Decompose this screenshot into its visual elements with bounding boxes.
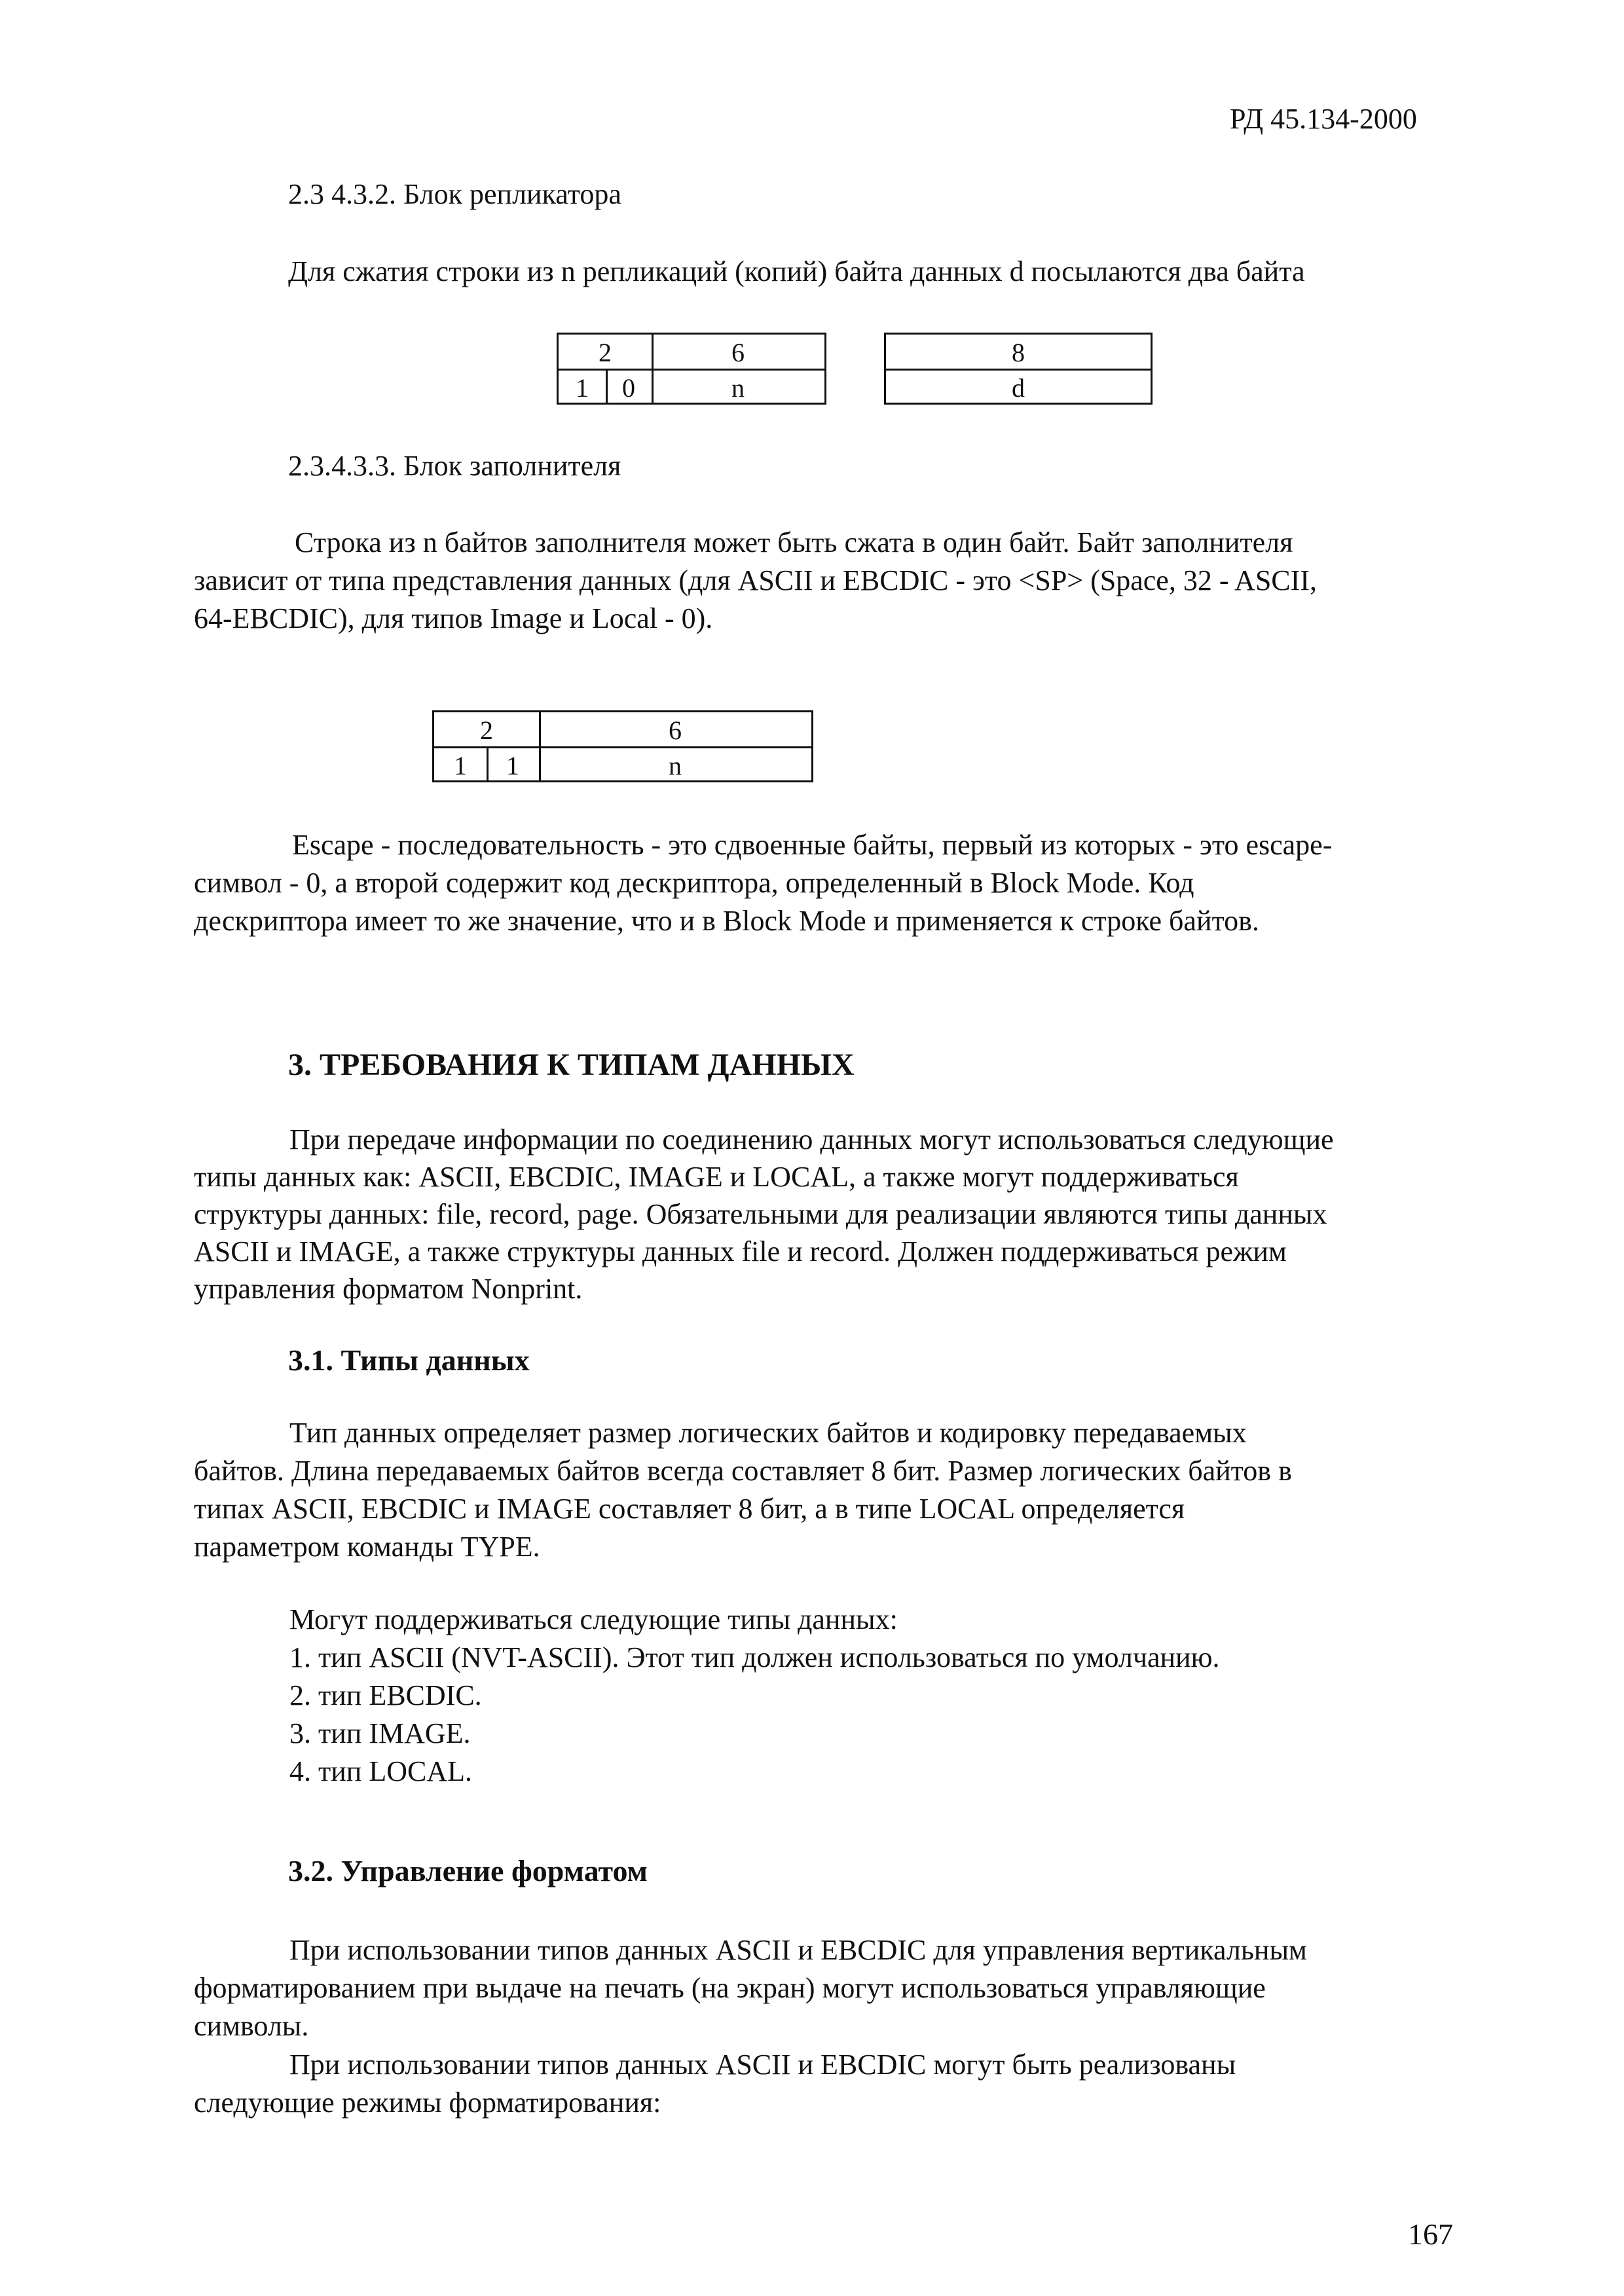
bit-width-label: 2	[480, 716, 493, 745]
list-item: 4. тип LOCAL.	[289, 1755, 472, 1787]
bit-width-label: 6	[731, 338, 745, 367]
bit-value: 1	[454, 751, 467, 780]
filler-byte-table	[432, 710, 813, 782]
list-intro: Могут поддерживаться следующие типы данных:	[289, 1603, 898, 1635]
section-3-2-paragraph-2: При использовании типов данных ASCII и EBCDIC могут быть реализованы следующие режимы форматирования:	[194, 2049, 1236, 2119]
section-3-1-heading: 3.1. Типы данных	[288, 1343, 530, 1377]
escape-paragraph: Escape - последовательность - это сдвоенные байты, первый из которых - это escape- символ - 0, а второй содержит код дескриптора, определенный в Block Mode. Код дескриптора имеет то же значение, что и в Block Mode и применяется к строке байтов.	[194, 829, 1333, 937]
bit-width-label: 8	[1012, 338, 1025, 367]
count-field: n	[731, 373, 745, 403]
section-3-2-paragraph-1: При использовании типов данных ASCII и EBCDIC для управления вертикальным форматированием при выдаче на печать (на экран) могут использоваться управляющие символы.	[194, 1934, 1307, 2042]
section-3-heading: 3. ТРЕБОВАНИЯ К ТИПАМ ДАННЫХ	[288, 1048, 855, 1082]
bit-value: 1	[576, 373, 589, 403]
data-byte-table	[884, 333, 1153, 405]
data-field: d	[1012, 373, 1025, 403]
filler-paragraph: Строка из n байтов заполнителя может быть сжата в один байт. Байт заполнителя зависит от типа представления данных (для ASCII и EBCDIC - это <SP> (Space, 32 - ASCII, 64-EBCDIC), для типов Image и Local - 0).	[194, 526, 1317, 634]
data-types-list	[289, 1601, 1468, 1791]
section-3-paragraph: При передаче информации по соединению данных могут использоваться следующие типы данных как: ASCII, EBCDIC, IMAGE и LOCAL, а также могут поддерживаться структуры данных: file, record, page. Обязательными для реализации являются типы данных ASCII и IMAGE, а также структуры данных file и record. Должен поддерживаться режим управления форматом Nonprint.	[194, 1123, 1334, 1305]
list-item: 2. тип EBCDIC.	[289, 1679, 482, 1711]
replicator-byte-table	[557, 333, 826, 405]
document-code: РД 45.134-2000	[1230, 103, 1417, 135]
bit-width-label: 6	[669, 716, 682, 745]
bit-width-label: 2	[599, 338, 612, 367]
section-title-filler: 2.3.4.3.3. Блок заполнителя	[288, 450, 621, 482]
list-item: 1. тип ASCII (NVT-ASCII). Этот тип должен использоваться по умолчанию.	[289, 1641, 1220, 1673]
section-3-2-heading: 3.2. Управление форматом	[288, 1854, 648, 1887]
bit-value: 0	[622, 373, 635, 403]
replicator-text: Для сжатия строки из n репликаций (копий) байта данных d посылаются два байта	[288, 255, 1305, 287]
bit-value: 1	[506, 751, 519, 780]
list-item: 3. тип IMAGE.	[289, 1717, 471, 1749]
section-title-replicator: 2.3 4.3.2. Блок репликатора	[288, 178, 621, 210]
page-number: 167	[1408, 2217, 1453, 2251]
section-3-1-paragraph: Тип данных определяет размер логических байтов и кодировку передаваемых байтов. Длина передаваемых байтов всегда составляет 8 бит. Размер логических байтов в типах ASCII, EBCDIC и IMAGE составляет 8 бит, а в типе LOCAL определяется параметром команды TYPE.	[194, 1417, 1292, 1563]
count-field: n	[669, 751, 682, 780]
